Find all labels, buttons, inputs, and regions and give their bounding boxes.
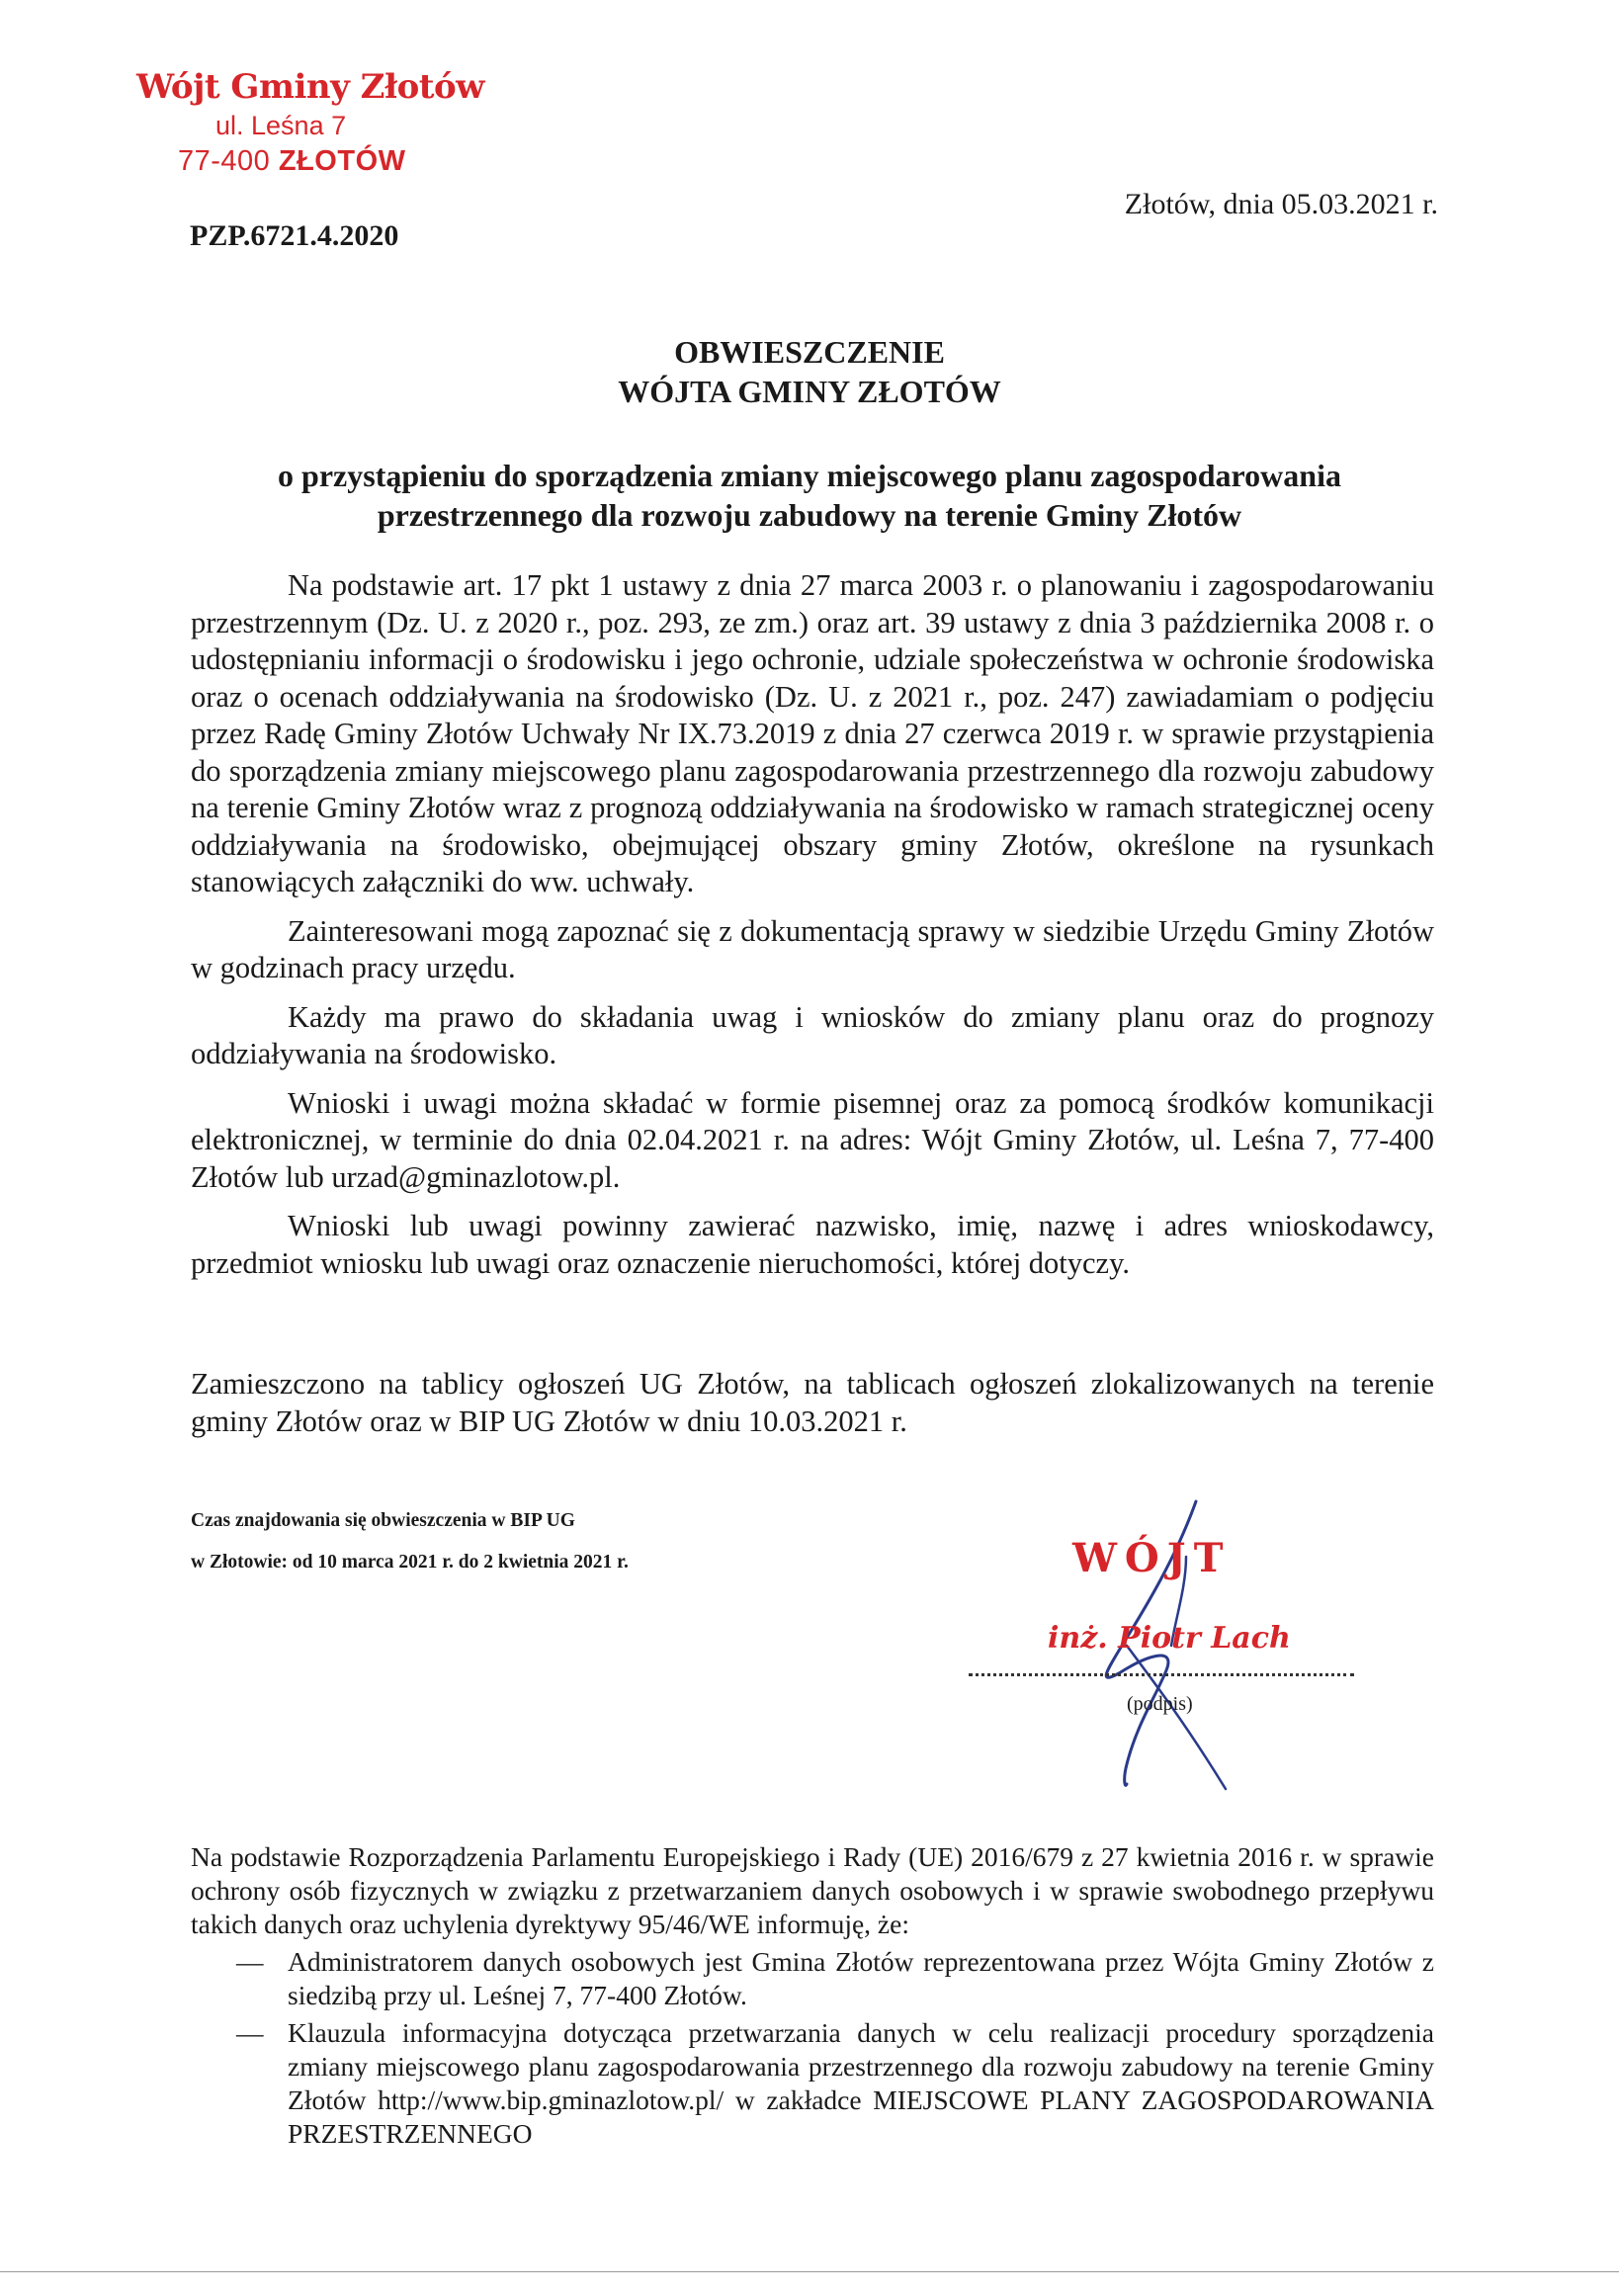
gdpr-item-administrator: Administratorem danych osobowych jest Gmina Złotów reprezentowana przez Wójta Gminy Złotów z siedzibą przy ul. Leśnej 7, 77-400 Złotów. (288, 1946, 1434, 2010)
gdpr-clause (191, 1840, 1434, 2151)
office-stamp (136, 67, 484, 178)
mayor-stamp-title: WÓJT (1072, 1535, 1232, 1581)
paragraph-documentation: Zainteresowani mogą zapoznać się z dokumentacją sprawy w siedzibie Urzędu Gminy Złotów w godzinach pracy urzędu. (191, 913, 1434, 984)
page-bottom-edge (0, 2271, 1619, 2272)
bip-note-line-1: Czas znajdowania się obwieszczenia w BIP UG (191, 1510, 575, 1531)
stamp-postal-code: 77-400 (178, 145, 271, 177)
dash-marker: — (236, 1946, 264, 1977)
signature-line (969, 1673, 1354, 1676)
signature-caption: (podpis) (1127, 1693, 1193, 1715)
gdpr-item (191, 1945, 1434, 2012)
reference-number: PZP.6721.4.2020 (190, 219, 399, 252)
stamp-postal (178, 145, 484, 178)
stamp-city: ZŁOTÓW (278, 145, 406, 177)
document-issuer: WÓJTA GMINY ZŁOTÓW (618, 374, 1001, 409)
paragraph-requirements: Wnioski lub uwagi powinny zawierać nazwisko, imię, nazwę i adres wnioskodawcy, przedmiot wniosku lub uwagi oraz oznaczenie nieruchomości, której dotyczy. (191, 1209, 1434, 1280)
paragraph-rights: Każdy ma prawo do składania uwag i wniosków do zmiany planu oraz do prognozy oddziaływania na środowisko. (191, 999, 1434, 1070)
notice-body (191, 567, 1434, 1282)
paragraph-legal-basis: Na podstawie art. 17 pkt 1 ustawy z dnia 27 marca 2003 r. o planowaniu i zagospodarowaniu przestrzennym (Dz. U. z 2020 r., poz. 293, ze zm.) oraz art. 39 ustawy z dnia 3 października 2008 r. o udostępnianiu informacji o środowisku i jego ochronie, udziale społeczeństwa w ochronie środowiska oraz o ocenach oddziaływania na środowisko (Dz. U. z 2021 r., poz. 247) zawiadamiam o podjęciu przez Radę Gminy Złotów Uchwały Nr IX.73.2019 z dnia 27 czerwca 2019 r. w sprawie przystąpienia do sporządzenia zmiany miejscowego planu zagospodarowania przestrzennego dla rozwoju zabudowy na terenie Gminy Złotów wraz z prognozą oddziaływania na środowisko w ramach strategicznej oceny oddziaływania na środowisko, obejmującej obszary gminy Złotów, określone na rysunkach stanowiących załączniki do ww. uchwały. (191, 568, 1434, 898)
gdpr-intro: Na podstawie Rozporządzenia Parlamentu Europejskiego i Rady (UE) 2016/679 z 27 kwietnia 2016 r. w sprawie ochrony osób fizycznych w związku z przetwarzaniem danych osobowych i w sprawie swobodnego przepływu takich danych oraz uchylenia dyrektywy 95/46/WE informuję, że: (191, 1841, 1434, 1939)
stamp-office-name: Wójt Gminy Złotów (136, 67, 484, 107)
dash-marker: — (236, 2017, 264, 2048)
mayor-stamp-name: inż. Piotr Lach (1048, 1621, 1291, 1656)
publication-note (191, 1366, 1434, 1440)
gdpr-item-clause: Klauzula informacyjna dotycząca przetwarzania danych w celu realizacji procedury sporządzenia zmiany miejscowego planu zagospodarowania przestrzennego dla rozwoju zabudowy na terenie Gminy Złotów http://www.bip.gminazlotow.pl/ w zakładce MIEJSCOWE PLANY ZAGOSPODAROWANIA PRZESTRZENNEGO (288, 2017, 1434, 2149)
subject-line-2: przestrzennego dla rozwoju zabudowy na terenie Gminy Złotów (377, 497, 1242, 533)
stamp-street: ul. Leśna 7 (215, 111, 347, 140)
subject-line-1: o przystąpieniu do sporządzenia zmiany miejscowego planu zagospodarowania (278, 458, 1341, 493)
document-title: OBWIESZCZENIE (674, 334, 945, 370)
paragraph-submission: Wnioski i uwagi można składać w formie pisemnej oraz za pomocą środków komunikacji elektronicznej, w terminie do dnia 02.04.2021 r. na adres: Wójt Gminy Złotów, ul. Leśna 7, 77-400 Złotów lub urzad@gminazlotow.pl. (191, 1085, 1434, 1194)
bip-note-line-2: w Złotowie: od 10 marca 2021 r. do 2 kwietnia 2021 r. (191, 1552, 629, 1573)
paragraph-publication: Zamieszczono na tablicy ogłoszeń UG Złotów, na tablicach ogłoszeń zlokalizowanych na terenie gminy Złotów oraz w BIP UG Złotów w dniu 10.03.2021 r. (191, 1367, 1434, 1438)
document-date: Złotów, dnia 05.03.2021 r. (1124, 188, 1438, 220)
gdpr-item (191, 2016, 1434, 2151)
